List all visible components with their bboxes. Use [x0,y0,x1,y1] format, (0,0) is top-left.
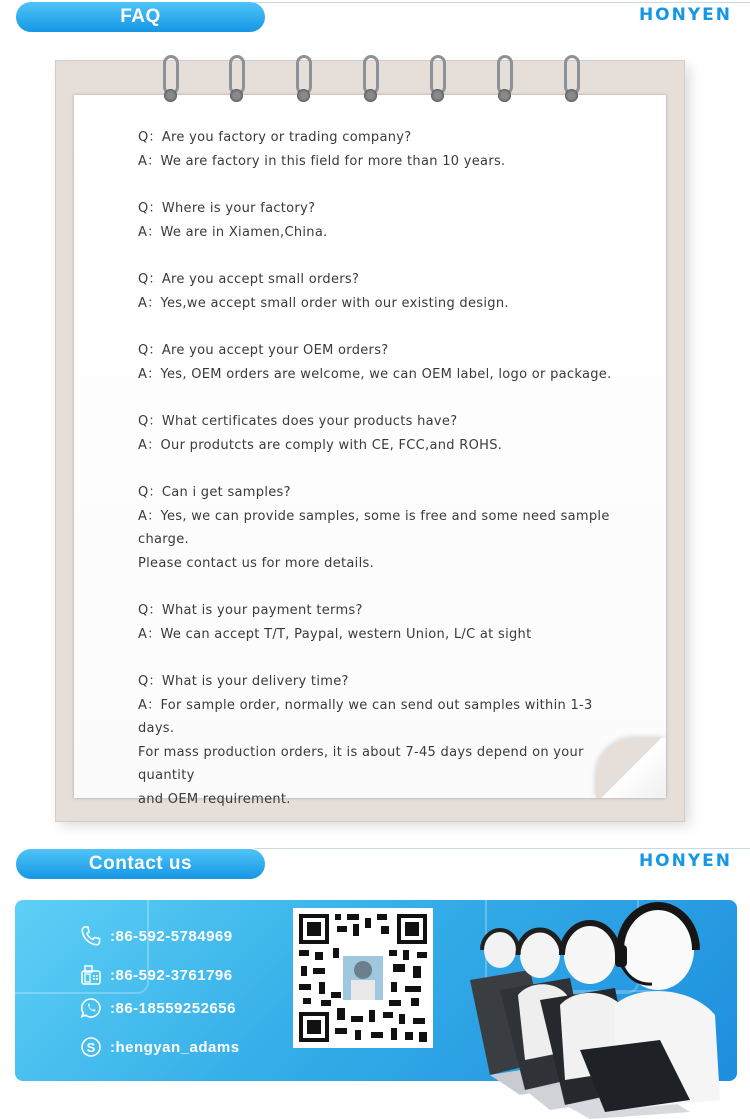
faq-question: Q：Are you accept your OEM orders? [138,343,389,358]
faq-question: Q：What is your delivery time? [138,674,349,689]
faq-answer: A：Yes,we accept small order with our existing design. [138,295,509,311]
skype-id: :hengyan_adams [110,1038,240,1056]
binder-ring [564,55,576,105]
phone-icon [78,923,104,949]
whatsapp-icon [78,995,104,1021]
faq-item [138,339,628,386]
contact-divider [255,848,750,849]
faq-list [138,126,628,835]
faq-item [138,670,628,811]
faq-question: Q：Are you accept small orders? [138,272,360,287]
binder-ring [497,55,509,105]
whatsapp-number: :86-18559252656 [110,999,236,1017]
faq-divider [255,2,750,3]
faq-question: Q：Are you factory or trading company? [138,130,412,145]
customer-service-agents-illustration [430,900,750,1119]
faq-answer: A：We are factory in this field for more than 10 years. [138,153,506,169]
phone-number: :86-592-5784969 [110,927,233,945]
faq-answer: A：Our produtcts are comply with CE, FCC,and ROHS. [138,437,503,453]
contact-phone[interactable] [78,923,233,949]
faq-answer-line: Please contact us for more details. [138,555,375,571]
contact-skype[interactable] [78,1034,240,1060]
faq-answer-line: charge. [138,532,189,547]
contact-whatsapp[interactable] [78,995,236,1021]
faq-item [138,410,628,457]
faq-answer: A：Yes, we can provide samples, some is free and some need sample [138,508,610,524]
faq-question: Q：What certificates does your products have? [138,414,458,429]
faq-question: Q：Can i get samples? [138,485,291,500]
fax-number: :86-592-3761796 [110,966,233,984]
skype-icon [78,1034,104,1060]
faq-item [138,126,628,173]
brand-logo: HONYEN [638,851,732,871]
binder-ring [163,55,175,105]
qr-code [293,908,433,1048]
faq-question: Q：What is your payment terms? [138,603,363,618]
binder-ring [296,55,308,105]
notebook [55,60,685,822]
fax-icon [78,962,104,988]
faq-question: Q：Where is your factory? [138,201,316,216]
faq-answer: A：For sample order, normally we can send out samples within 1-3 days. [138,697,593,736]
faq-answer-line: For mass production orders, it is about 7-45 days depend on your quantity [138,744,584,783]
binder-ring [430,55,442,105]
faq-answer: A：We can accept T/T, Paypal, western Union, L/C at sight [138,626,532,642]
svg-text:S: S [86,1040,96,1055]
faq-answer: A：We are in Xiamen,China. [138,224,328,240]
faq-item [138,197,628,244]
faq-answer-line: and OEM requirement. [138,791,291,807]
contact-title: Contact us [88,853,193,874]
contact-section-header [16,849,265,879]
binder-ring [229,55,241,105]
contact-fax[interactable] [78,962,233,988]
binder-ring [363,55,375,105]
brand-logo: HONYEN [638,5,732,25]
faq-section-header [16,2,265,32]
faq-item [138,268,628,315]
faq-answer: A：Yes, OEM orders are welcome, we can OEM label, logo or package. [138,366,612,382]
faq-item [138,599,628,646]
faq-title: FAQ [120,6,161,27]
faq-item [138,481,628,575]
